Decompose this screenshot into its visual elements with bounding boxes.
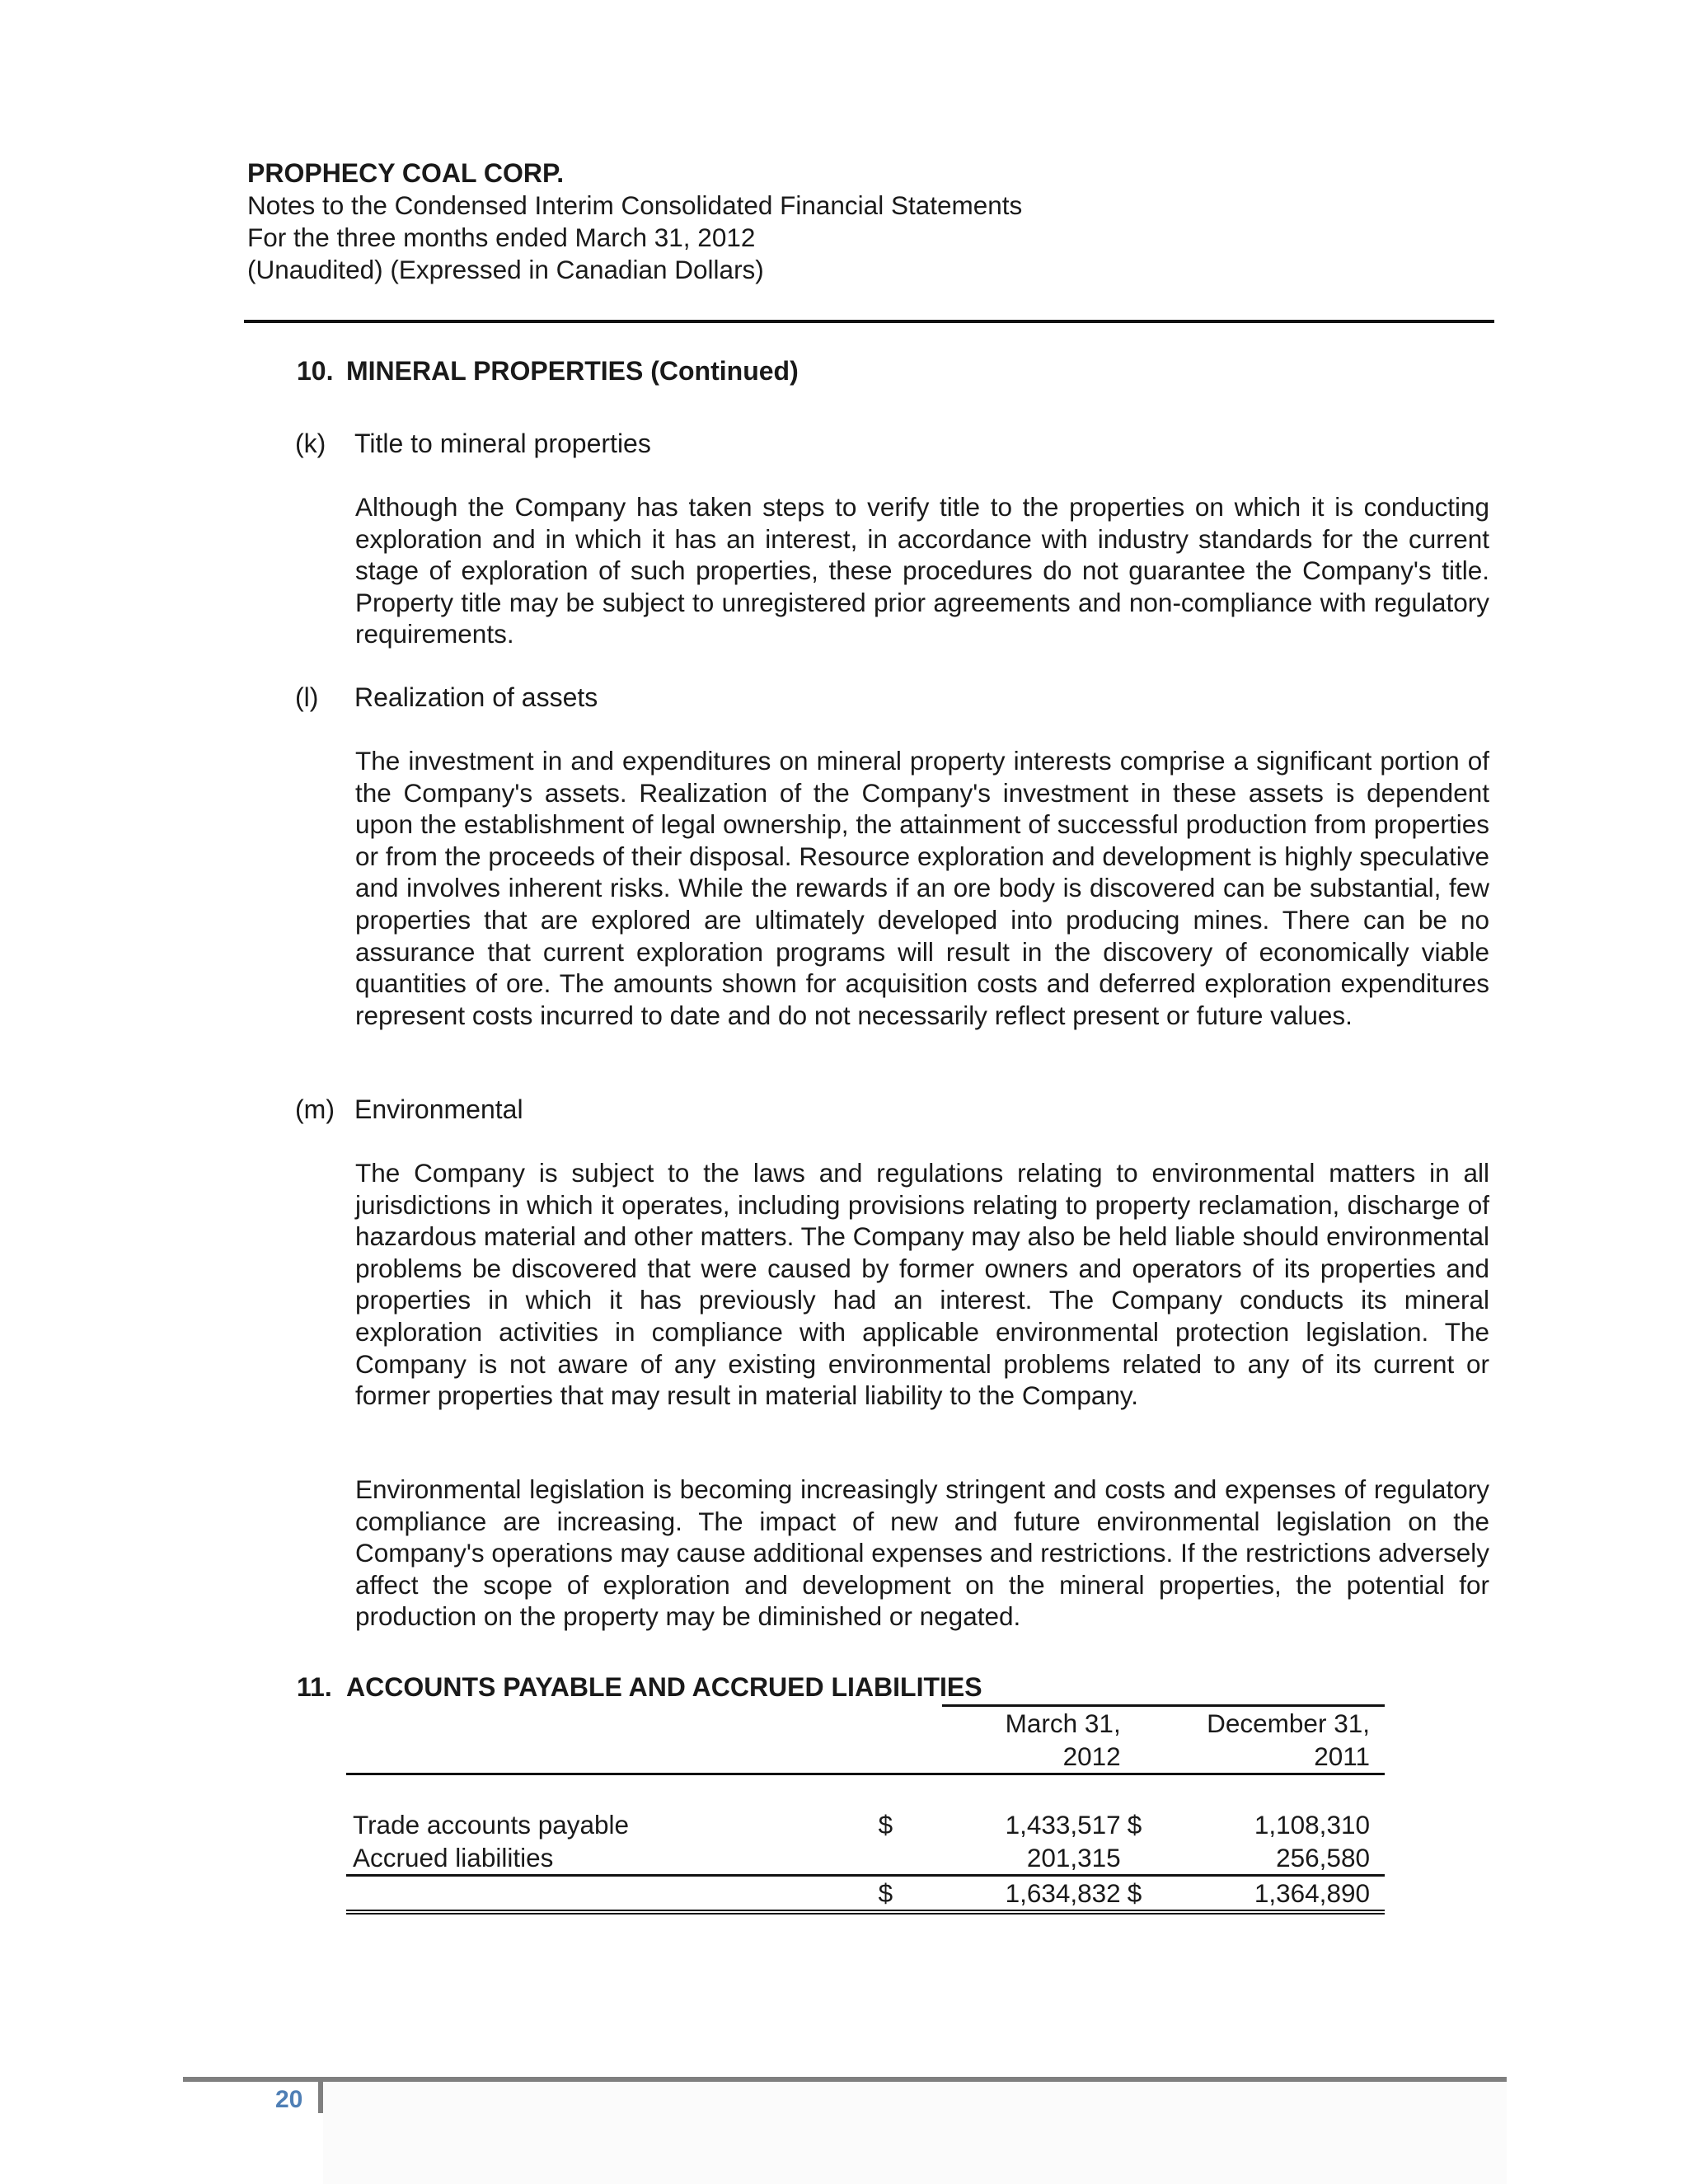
statement-title: Notes to the Condensed Interim Consolidated Financial Statements bbox=[247, 190, 1023, 220]
currency-symbol: $ bbox=[879, 1876, 942, 1913]
subsection-l-text: The investment in and expenditures on mineral property interests comprise a significant portion of the Company's assets. Realization of the Company's investment in these assets is dependent upon the establishment of legal ownership, the attainment of successful production from properties or from the proceeds of their disposal. Resource exploration and development is highly speculative and involves inherent risks. While the rewards if an ore body is discovered can be substantial, few properties that are explored are ultimately developed into producing mines. There can be no assurance that current exploration programs will result in the discovery of economically viable quantities of ore. The amounts shown for acquisition costs and deferred exploration expenditures represent costs incurred to date and do not necessarily reflect present or future values. bbox=[355, 746, 1489, 1030]
subsection-l-tag: (l) bbox=[295, 682, 319, 712]
statement-period: For the three months ended March 31, 2012 bbox=[247, 223, 756, 252]
col-march-header: March 31, bbox=[942, 1706, 1128, 1741]
table-total-row bbox=[346, 1876, 1385, 1913]
section-11-title: ACCOUNTS PAYABLE AND ACCRUED LIABILITIES bbox=[346, 1672, 982, 1702]
row-label: Accrued liabilities bbox=[346, 1841, 879, 1876]
footer-divider bbox=[183, 2077, 1507, 2082]
section-10-heading bbox=[297, 354, 799, 387]
subsection-l-heading bbox=[295, 681, 598, 714]
accounts-payable-table bbox=[346, 1704, 1385, 1915]
table-row bbox=[346, 1808, 1385, 1841]
currency-symbol: $ bbox=[1128, 1876, 1160, 1913]
col-december-year: 2011 bbox=[1160, 1740, 1385, 1774]
section-10-number: 10. bbox=[297, 356, 334, 386]
subsection-k-text: Although the Company has taken steps to verify title to the properties on which it is conducting exploration and in which it has an interest, in accordance with industry standards for the current stage of exploration of such properties, these procedures do not guarantee the Company's title. Property title may be subject to unregistered prior agreements and non-compliance with regulatory requirements. bbox=[355, 492, 1489, 649]
section-11-heading bbox=[297, 1671, 982, 1704]
currency-symbol bbox=[1128, 1841, 1160, 1876]
company-name: PROPHECY COAL CORP. bbox=[247, 158, 565, 188]
table-header-row bbox=[346, 1740, 1385, 1774]
col-december-header: December 31, bbox=[1160, 1706, 1385, 1741]
subsection-k-title: Title to mineral properties bbox=[354, 429, 651, 458]
footer-shade bbox=[323, 2082, 1507, 2184]
subsection-m-text-1: The Company is subject to the laws and regulations relating to environmental matters in all jurisdictions in which it operates, including provisions relating to property reclamation, discharge of hazardous material and other matters. The Company may also be held liable should environmental problems be discovered that were caused by former owners and operators of its properties and properties in which it has previously had an interest. The Company conducts its mineral exploration activities in compliance with applicable environmental protection legislation. The Company is not aware of any existing environmental problems related to any of its current or former properties that may result in material liability to the Company. bbox=[355, 1158, 1489, 1411]
value-december: 256,580 bbox=[1160, 1841, 1385, 1876]
header-divider bbox=[244, 320, 1494, 323]
row-label: Trade accounts payable bbox=[353, 1810, 630, 1840]
subsection-k-heading bbox=[295, 427, 651, 460]
subsection-m-text-2: Environmental legislation is becoming increasingly stringent and costs and expenses of regulatory compliance are increasing. The impact of new and future environmental legislation on the Company's operations may cause additional expenses and restrictions. If the restrictions adversely affect the scope of exploration and development on the mineral properties, the potential for production on the property may be diminished or negated. bbox=[355, 1474, 1489, 1632]
value-march: 201,315 bbox=[942, 1841, 1128, 1876]
currency-symbol: $ bbox=[878, 1810, 893, 1840]
subsection-k-tag: (k) bbox=[295, 429, 326, 458]
currency-symbol: $ bbox=[1127, 1810, 1142, 1840]
page-number: 20 bbox=[275, 2086, 303, 2113]
subsection-m-tag: (m) bbox=[295, 1094, 335, 1124]
col-march-year: 2012 bbox=[942, 1740, 1128, 1774]
total-march: 1,634,832 bbox=[942, 1876, 1128, 1913]
table-row bbox=[346, 1841, 1385, 1876]
document-header bbox=[247, 157, 1484, 286]
section-10-title: MINERAL PROPERTIES (Continued) bbox=[346, 356, 799, 386]
value-december: 1,108,310 bbox=[1254, 1810, 1370, 1840]
table-header-row bbox=[346, 1706, 1385, 1741]
subsection-m-heading bbox=[295, 1093, 523, 1126]
total-december: 1,364,890 bbox=[1160, 1876, 1385, 1913]
currency-symbol bbox=[879, 1841, 942, 1876]
subsection-m-title: Environmental bbox=[354, 1094, 523, 1124]
subsection-l-title: Realization of assets bbox=[354, 682, 598, 712]
section-11-number: 11. bbox=[297, 1672, 332, 1702]
page-number-tick bbox=[318, 2080, 323, 2113]
statement-basis: (Unaudited) (Expressed in Canadian Dollars) bbox=[247, 255, 764, 284]
value-march: 1,433,517 bbox=[1005, 1810, 1121, 1840]
